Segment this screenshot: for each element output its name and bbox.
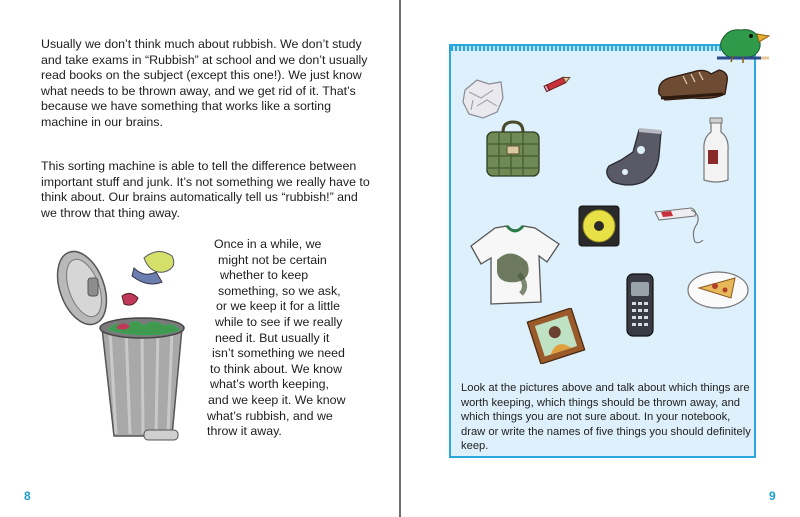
- old-boot-item: [653, 64, 733, 108]
- activity-instructions: Look at the pictures above and talk about which things are worth keeping, which things should be thrown away, and which things you are not sure about. In your notebook, draw or write the names of five things you should definitely keep.: [461, 382, 751, 453]
- page-number-right: 9: [769, 489, 776, 503]
- right-page: [401, 0, 800, 517]
- paragraph-keep-or-throw: [206, 237, 381, 440]
- photo-frame-item: [525, 308, 587, 364]
- cd-disc-item: [577, 204, 621, 248]
- torn-sock-item: [599, 126, 671, 190]
- paragraph-sorting-machine: This sorting machine is able to tell the difference between important stuff and junk. It’s not something we really have to think about. Our brains automatically tell us “rubbish!” and we throw that thing away.: [41, 159, 370, 220]
- torn-tube-item: [651, 202, 707, 246]
- activity-panel: [449, 44, 756, 458]
- text-line: what’s worth keeping,: [210, 377, 329, 392]
- mobile-phone-item: [623, 270, 657, 338]
- text-line: need it. But usually it: [215, 330, 330, 345]
- text-line: something, so we ask,: [218, 283, 341, 298]
- green-bag-item: [481, 118, 545, 182]
- text-line: what’s rubbish, and we: [207, 408, 333, 423]
- pencil-stub-item: [541, 72, 575, 94]
- text-line: Once in a while, we: [214, 237, 322, 251]
- panel-ruler-border: [451, 46, 754, 51]
- text-line: isn’t something we need: [212, 346, 345, 361]
- bird-mascot-illustration: [713, 20, 773, 68]
- text-line: while to see if we really: [215, 314, 343, 329]
- text-line: to think about. We know: [210, 361, 343, 376]
- paragraph-intro: Usually we don’t think much about rubbish. We don’t study and take exams in “Rubbish” at school and we don’t usually read books on the subject (except this one!). We just know what needs to be thrown away, and we get rid of it. That’s because we have something that works like a sorting machine in our brains.: [41, 37, 368, 129]
- stained-shirt-item: [467, 222, 563, 308]
- text-line: whether to keep: [220, 268, 309, 283]
- pizza-slice-item: [685, 266, 751, 312]
- page-number-left: 8: [24, 489, 31, 503]
- trash-can-illustration: [44, 238, 204, 448]
- text-line: might not be certain: [218, 252, 327, 267]
- text-line: and we keep it. We know: [208, 392, 346, 407]
- text-line: or we keep it for a little: [216, 299, 340, 314]
- left-page: [0, 0, 399, 517]
- text-line: throw it away.: [207, 424, 282, 439]
- milk-bottle-item: [701, 116, 731, 186]
- crumpled-paper-item: [459, 76, 507, 122]
